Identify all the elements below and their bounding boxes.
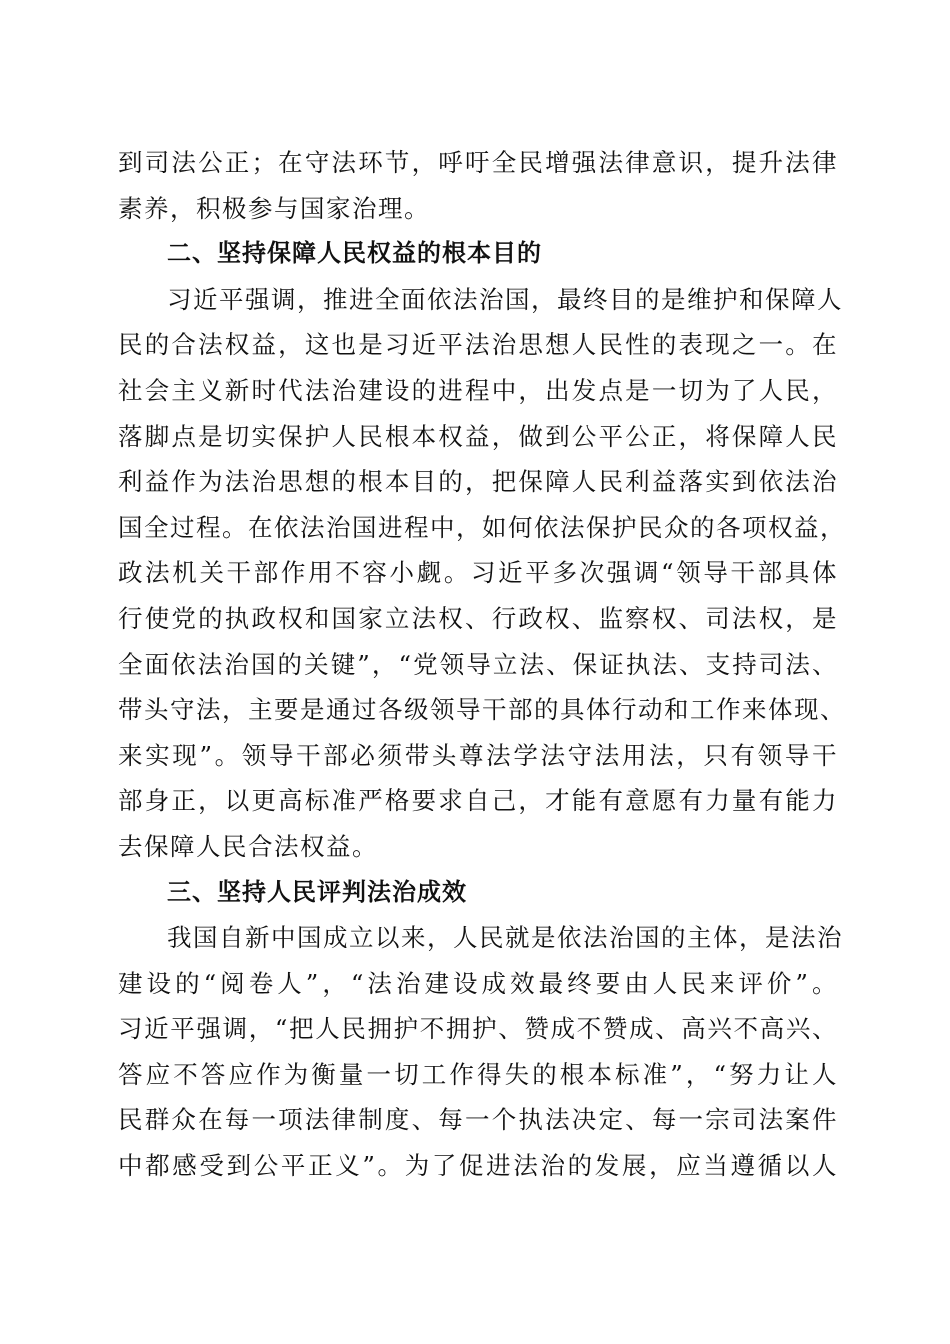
document-body <box>118 140 846 1189</box>
section-heading-3: 三、坚持人民评判法治成效 <box>167 877 467 906</box>
paragraph-line: 建设的“阅卷人”，“法治建设成效最终要由人民来评价”。 <box>118 968 838 998</box>
paragraph-line: 利益作为法治思想的根本目的，把保障人民利益落实到依法治 <box>118 467 838 497</box>
paragraph-line: 习近平强调，“把人民拥护不拥护、赞成不赞成、高兴不高兴、 <box>118 1014 838 1044</box>
paragraph-line: 部身正，以更高标准严格要求自己，才能有意愿有力量有能力 <box>118 786 838 816</box>
paragraph-line: 去保障人民合法权益。 <box>118 831 378 861</box>
paragraph-line: 民的合法权益，这也是习近平法治思想人民性的表现之一。在 <box>118 330 838 360</box>
paragraph-line: 我国自新中国成立以来，人民就是依法治国的主体，是法治 <box>167 923 843 953</box>
paragraph-line: 带头守法，主要是通过各级领导干部的具体行动和工作来体现、 <box>118 695 846 725</box>
paragraph-line: 行使党的执政权和国家立法权、行政权、监察权、司法权，是 <box>118 603 838 633</box>
paragraph-line: 全面依法治国的关键”，“党领导立法、保证执法、支持司法、 <box>118 649 838 679</box>
paragraph-line: 国全过程。在依法治国进程中，如何依法保护民众的各项权益， <box>118 512 846 542</box>
paragraph-line: 答应不答应作为衡量一切工作得失的根本标准”，“努力让人 <box>118 1059 838 1089</box>
paragraph-line: 习近平强调，推进全面依法治国，最终目的是维护和保障人 <box>167 284 843 314</box>
paragraph-line: 来实现”。领导干部必须带头尊法学法守法用法，只有领导干 <box>118 740 838 770</box>
paragraph-line: 政法机关干部作用不容小觑。习近平多次强调“领导干部具体 <box>118 558 838 588</box>
paragraph-line: 社会主义新时代法治建设的进程中，出发点是一切为了人民， <box>118 375 838 405</box>
paragraph-line: 到司法公正；在守法环节，呼吁全民增强法律意识，提升法律 <box>118 148 838 177</box>
paragraph-line: 落脚点是切实保护人民根本权益，做到公平公正，将保障人民 <box>118 421 838 451</box>
paragraph-line: 素养，积极参与国家治理。 <box>118 193 430 223</box>
paragraph-line: 民群众在每一项法律制度、每一个执法决定、每一宗司法案件 <box>118 1105 838 1135</box>
section-heading-2: 二、坚持保障人民权益的根本目的 <box>167 239 542 268</box>
paragraph-line: 中都感受到公平正义”。为了促进法治的发展，应当遵循以人 <box>118 1151 838 1181</box>
